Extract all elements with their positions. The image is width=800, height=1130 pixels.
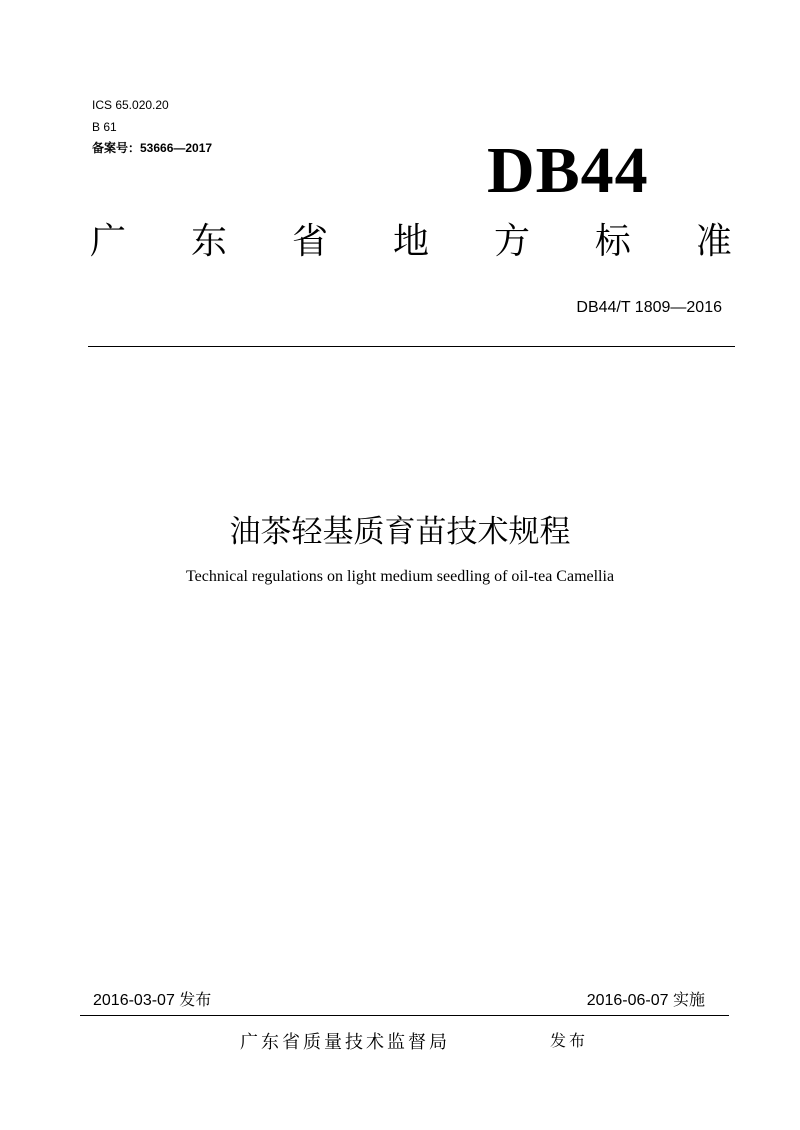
standard-number: DB44/T 1809—2016 (576, 299, 722, 316)
ccs-code: B 61 (92, 120, 117, 134)
issue-date: 2016-03-07 发布 (93, 992, 212, 1009)
db44-logo: DB44 (487, 134, 649, 207)
standard-type-char: 地 (392, 221, 429, 262)
publisher-action: 发布 (550, 1031, 589, 1050)
record-number: 备案号：53666—2017 (92, 141, 213, 155)
footer-divider (80, 1015, 729, 1016)
implement-date: 2016-06-07 实施 (586, 992, 705, 1009)
document-title-en: Technical regulations on light medium seedling of oil-tea Camellia (185, 568, 615, 585)
standard-type-title (90, 221, 732, 262)
standard-type-char: 省 (291, 221, 328, 262)
publisher-name: 广东省质量技术监督局 (240, 1032, 450, 1053)
header-divider (88, 346, 735, 347)
standard-type-char: 广 (90, 221, 127, 262)
standard-type-char: 东 (190, 221, 227, 262)
standard-type-char: 方 (493, 221, 530, 262)
standard-type-char: 准 (695, 221, 732, 262)
ics-code: ICS 65.020.20 (92, 98, 169, 112)
document-title-cn: 油茶轻基质育苗技术规程 (229, 514, 571, 550)
standard-type-char: 标 (594, 221, 631, 262)
